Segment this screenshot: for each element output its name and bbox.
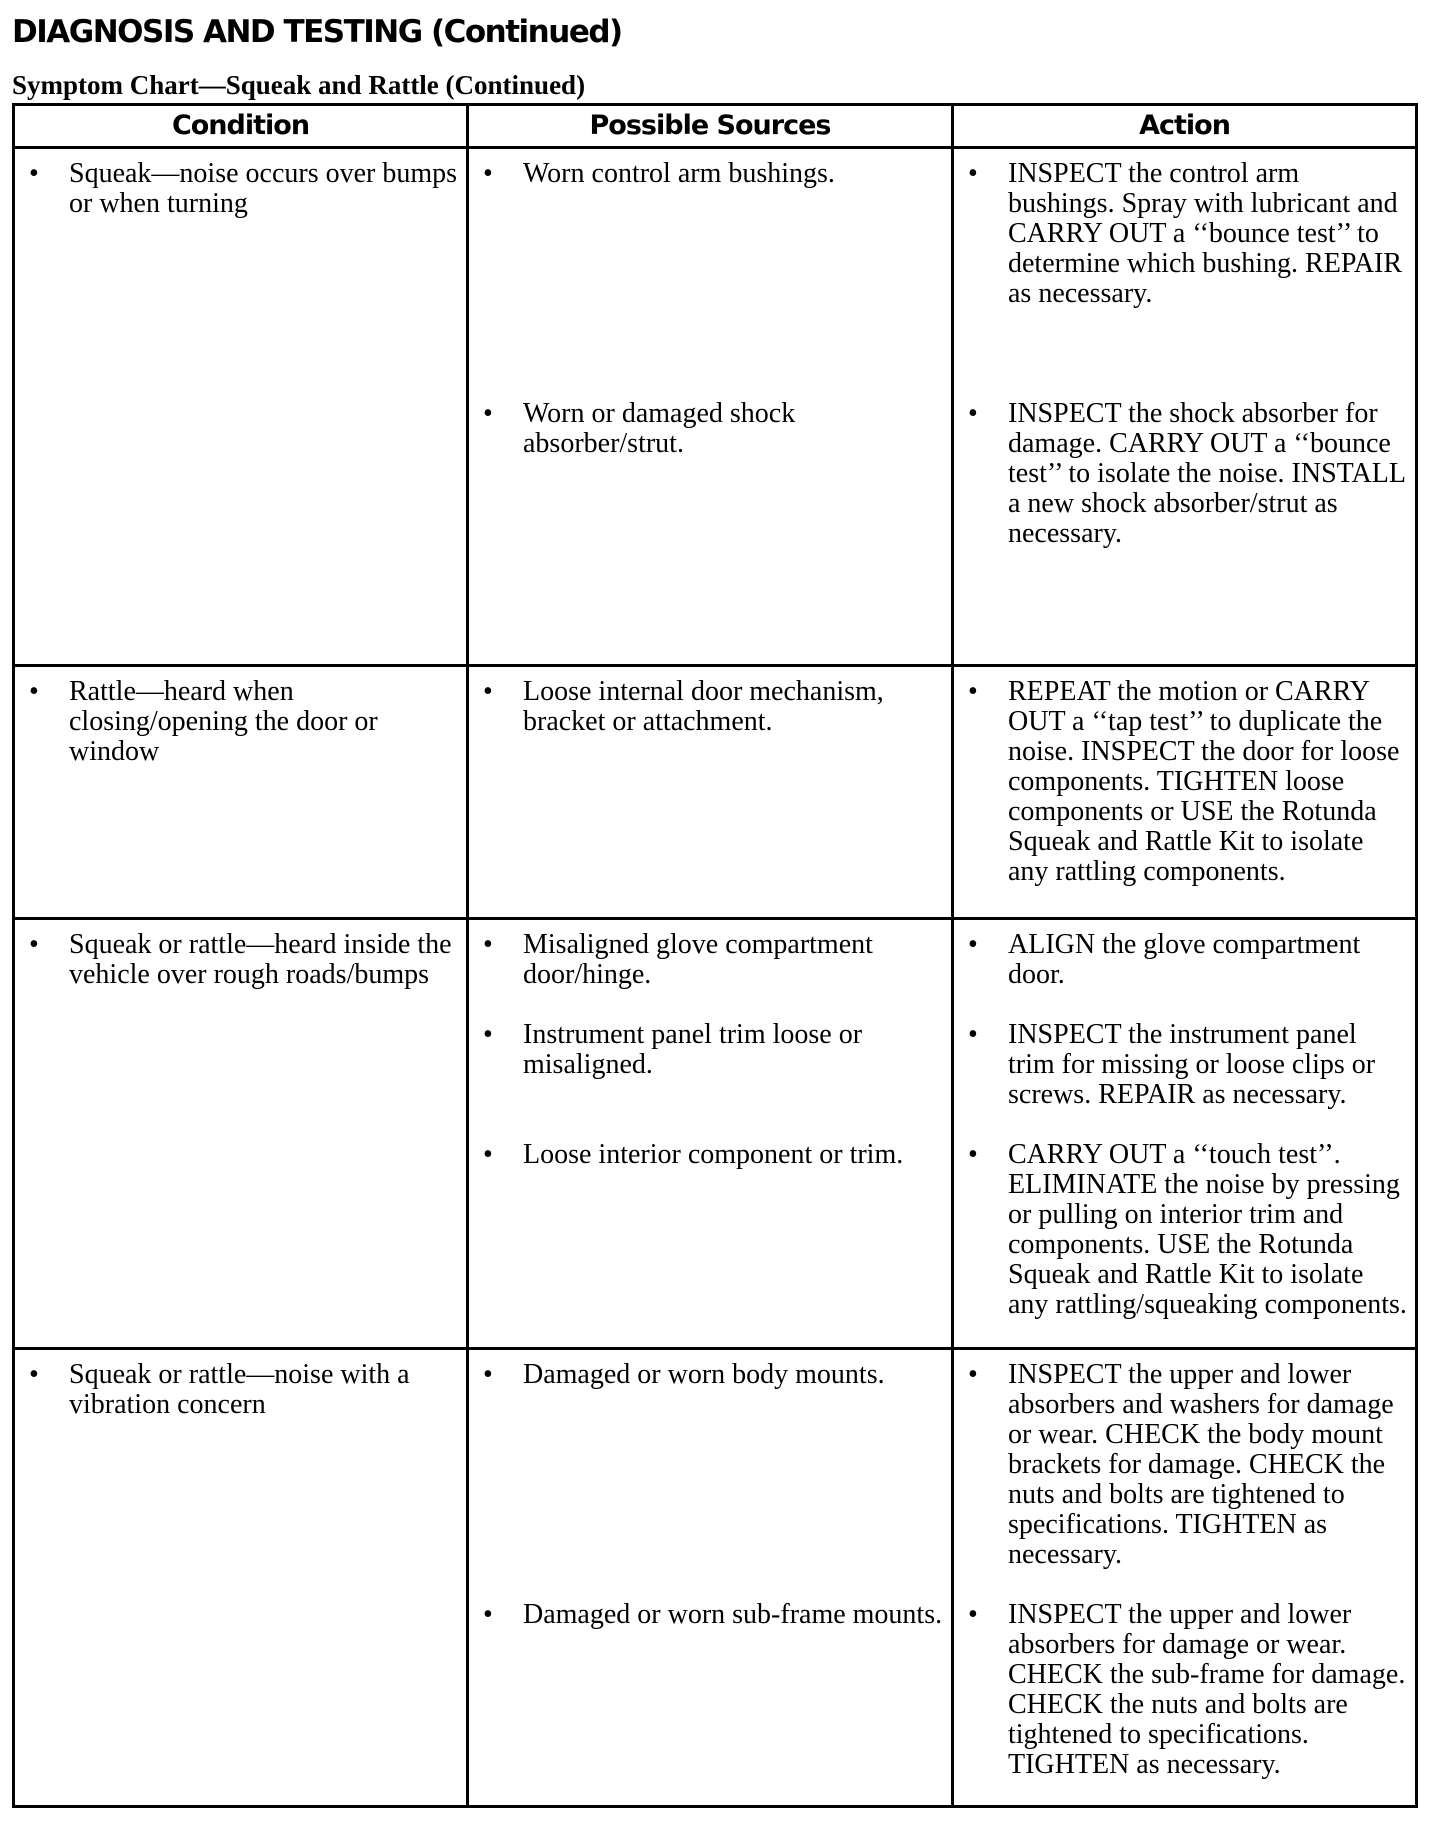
bullet: • <box>29 1359 39 1390</box>
symptom-chart-table <box>12 103 1418 1808</box>
page-heading: DIAGNOSIS AND TESTING (Continued) <box>12 14 622 50</box>
source-text: Worn control arm bushings. <box>523 158 835 189</box>
action-text: CARRY OUT a ‘‘touch test’’. ELIMINATE the noise by pressing or pulling on interior trim and components. USE the Rotunda Squeak and Rattle Kit to isolate any rattling/squeaking components. <box>1008 1139 1407 1320</box>
action-cell <box>953 666 1417 919</box>
action-item <box>968 1600 1407 1780</box>
condition-cell <box>14 666 468 919</box>
sources-cell <box>468 1349 953 1807</box>
bullet: • <box>483 398 493 429</box>
action-text: INSPECT the control arm bushings. Spray with lubricant and CARRY OUT a ‘‘bounce test’’ to determine which bushing. REPAIR as necessary. <box>1008 158 1403 309</box>
action-item <box>968 399 1407 549</box>
sources-cell <box>468 148 953 666</box>
condition-text: Squeak—noise occurs over bumps or when turning <box>69 158 458 219</box>
sources-cell <box>468 919 953 1349</box>
bullet: • <box>968 929 978 960</box>
source-item <box>483 1360 943 1600</box>
source-text: Damaged or worn body mounts. <box>523 1359 885 1390</box>
header-row <box>14 105 1417 148</box>
condition-cell <box>14 148 468 666</box>
condition-item <box>29 159 458 219</box>
bullet: • <box>483 1139 493 1170</box>
bullet: • <box>968 676 978 707</box>
bullet: • <box>483 158 493 189</box>
bullet: • <box>968 1139 978 1170</box>
action-item <box>968 1020 1407 1140</box>
table-row <box>14 1349 1417 1807</box>
source-text: Loose interior component or trim. <box>523 1139 904 1170</box>
action-item <box>968 1140 1407 1320</box>
source-text: Damaged or worn sub-frame mounts. <box>523 1599 943 1630</box>
table-row <box>14 666 1417 919</box>
bullet: • <box>968 1359 978 1390</box>
condition-cell <box>14 919 468 1349</box>
column-header-action: Action <box>953 105 1417 148</box>
table-row <box>14 919 1417 1349</box>
bullet: • <box>483 1599 493 1630</box>
bullet: • <box>483 1359 493 1390</box>
condition-text: Squeak or rattle—heard inside the vehicle over rough roads/bumps <box>69 929 452 990</box>
condition-item <box>29 677 458 767</box>
source-text: Misaligned glove compartment door/hinge. <box>523 929 873 990</box>
source-item <box>483 1140 943 1170</box>
action-text: REPEAT the motion or CARRY OUT a ‘‘tap test’’ to duplicate the noise. INSPECT the door for loose components. TIGHTEN loose components or USE the Rotunda Squeak and Rattle Kit to isolate any rattling components. <box>1008 676 1400 887</box>
sources-cell <box>468 666 953 919</box>
condition-text: Squeak or rattle—noise with a vibration concern <box>69 1359 410 1420</box>
column-header-possible-sources: Possible Sources <box>468 105 953 148</box>
source-item <box>483 1020 943 1140</box>
bullet: • <box>29 158 39 189</box>
action-text: INSPECT the upper and lower absorbers for damage or wear. CHECK the sub-frame for damage. CHECK the nuts and bolts are tightened to specifications. TIGHTEN as necessary. <box>1008 1599 1406 1780</box>
table-row <box>14 148 1417 666</box>
condition-item <box>29 930 458 990</box>
action-item <box>968 1360 1407 1600</box>
condition-cell <box>14 1349 468 1807</box>
bullet: • <box>968 1019 978 1050</box>
source-text: Instrument panel trim loose or misaligned. <box>523 1019 863 1080</box>
bullet: • <box>968 158 978 189</box>
bullet: • <box>29 929 39 960</box>
action-cell <box>953 919 1417 1349</box>
action-text: INSPECT the upper and lower absorbers and washers for damage or wear. CHECK the body mount brackets for damage. CHECK the nuts and bolts are tightened to specifications. TIGHTEN as necessary. <box>1008 1359 1394 1570</box>
source-item <box>483 677 943 737</box>
source-text: Loose internal door mechanism, bracket or attachment. <box>523 676 884 737</box>
source-item <box>483 930 943 1020</box>
action-cell <box>953 148 1417 666</box>
action-text: ALIGN the glove compartment door. <box>1008 929 1361 990</box>
bullet: • <box>29 676 39 707</box>
source-item <box>483 399 943 459</box>
action-cell <box>953 1349 1417 1807</box>
bullet: • <box>968 398 978 429</box>
chart-title: Symptom Chart—Squeak and Rattle (Continued) <box>12 70 586 100</box>
action-text: INSPECT the shock absorber for damage. CARRY OUT a ‘‘bounce test’’ to isolate the noise. INSTALL a new shock absorber/strut as necessary. <box>1008 398 1405 549</box>
bullet: • <box>968 1599 978 1630</box>
condition-item <box>29 1360 458 1420</box>
source-item <box>483 159 943 399</box>
action-item <box>968 677 1407 887</box>
bullet: • <box>483 929 493 960</box>
action-item <box>968 930 1407 1020</box>
action-text: INSPECT the instrument panel trim for missing or loose clips or screws. REPAIR as necessary. <box>1008 1019 1376 1110</box>
source-text: Worn or damaged shock absorber/strut. <box>523 398 796 459</box>
condition-text: Rattle—heard when closing/opening the door or window <box>69 676 378 767</box>
column-header-condition: Condition <box>14 105 468 148</box>
action-item <box>968 159 1407 399</box>
source-item <box>483 1600 943 1630</box>
bullet: • <box>483 1019 493 1050</box>
bullet: • <box>483 676 493 707</box>
